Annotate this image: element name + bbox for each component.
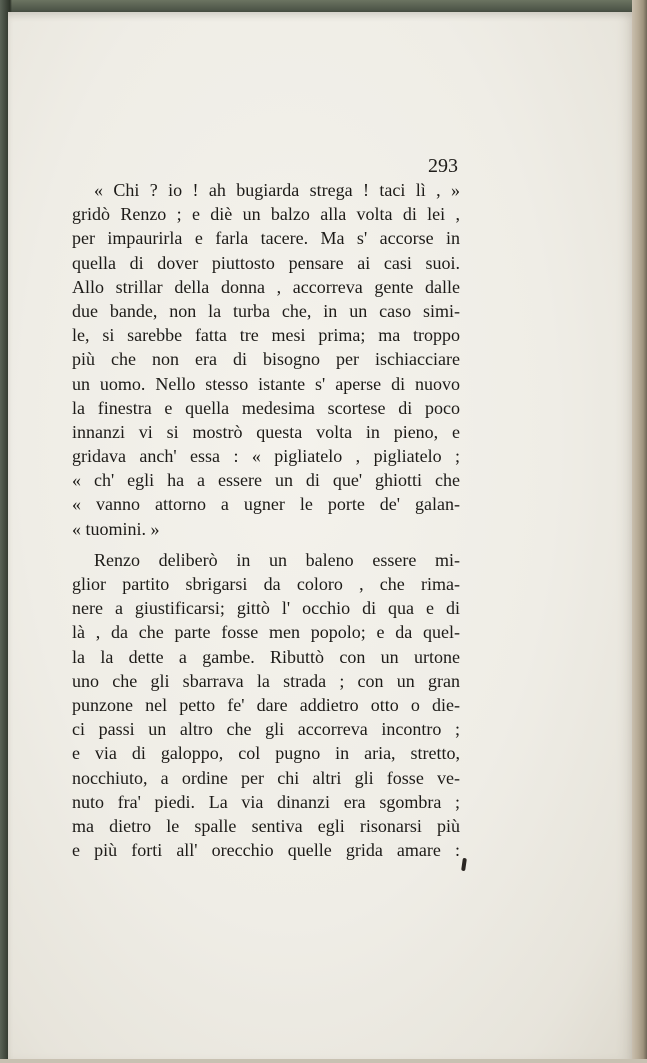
paragraph-gap (72, 541, 460, 548)
text-line: due bande, non la turba che, in un caso simi- (72, 300, 460, 321)
text-line: ma dietro le spalle sentiva egli risonarsi più (72, 815, 460, 836)
text-line: nocchiuto, a ordine per chi altri gli fosse ve- (72, 767, 460, 788)
text-line: glior partito sbrigarsi da coloro , che rima- (72, 574, 460, 594)
text-line: « Chi ? io ! ah bugiarda strega ! taci lì , » (94, 180, 460, 200)
text-line: nuto fra' piedi. La via dinanzi era sgombra ; (72, 791, 460, 812)
page-number: 293 (428, 155, 458, 177)
text-line: per impaurirla e farla tacere. Ma s' accorse in (72, 228, 460, 249)
text-line: quella di dover piuttosto pensare ai casi suoi. (72, 252, 460, 273)
text-line: innanzi vi si mostrò questa volta in pieno, e (72, 421, 460, 442)
page-edge-stack (632, 0, 647, 1063)
paragraph-2 (72, 548, 460, 862)
text-line: le, si sarebbe fatta tre mesi prima; ma troppo (72, 325, 460, 346)
text-line: nere a giustificarsi; gittò l' occhio di qua e di (72, 598, 460, 619)
text-line: Renzo deliberò in un baleno essere mi- (94, 549, 460, 570)
text-line: e più forti all' orecchio quelle grida amare : (72, 840, 460, 861)
text-line: gridava anch' essa : « pigliatelo , pigliatelo ; (72, 446, 460, 467)
text-line: Allo strillar della donna , accorreva gente dalle (72, 276, 460, 297)
paragraph-1 (72, 178, 460, 541)
body-text (72, 178, 460, 862)
text-line: la finestra e quella medesima scortese di poco (72, 397, 460, 418)
text-line: gridò Renzo ; e diè un balzo alla volta di lei , (72, 204, 460, 225)
text-line: ci passi un altro che gli accorreva incontro ; (72, 719, 460, 740)
text-line: « ch' egli ha a essere un di que' ghiotti che (72, 470, 460, 491)
text-line: un uomo. Nello stesso istante s' aperse di nuovo (72, 373, 460, 394)
text-line: punzone nel petto fe' dare addietro otto o die- (72, 694, 460, 715)
text-line: uno che gli sbarrava la strada ; con un gran (72, 670, 460, 691)
text-line: più che non era di bisogno per ischiacciare (72, 349, 460, 370)
text-line: e via di galoppo, col pugno in aria, stretto, (72, 743, 460, 764)
text-line: là , da che parte fosse men popolo; e da quel- (72, 622, 460, 643)
text-line: « tuomini. » (72, 518, 160, 539)
text-line: « vanno attorno a ugner le porte de' galan- (72, 494, 460, 515)
text-line: la la dette a gambe. Ributtò con un urtone (72, 646, 460, 667)
page-bottom-edge (0, 1059, 647, 1063)
